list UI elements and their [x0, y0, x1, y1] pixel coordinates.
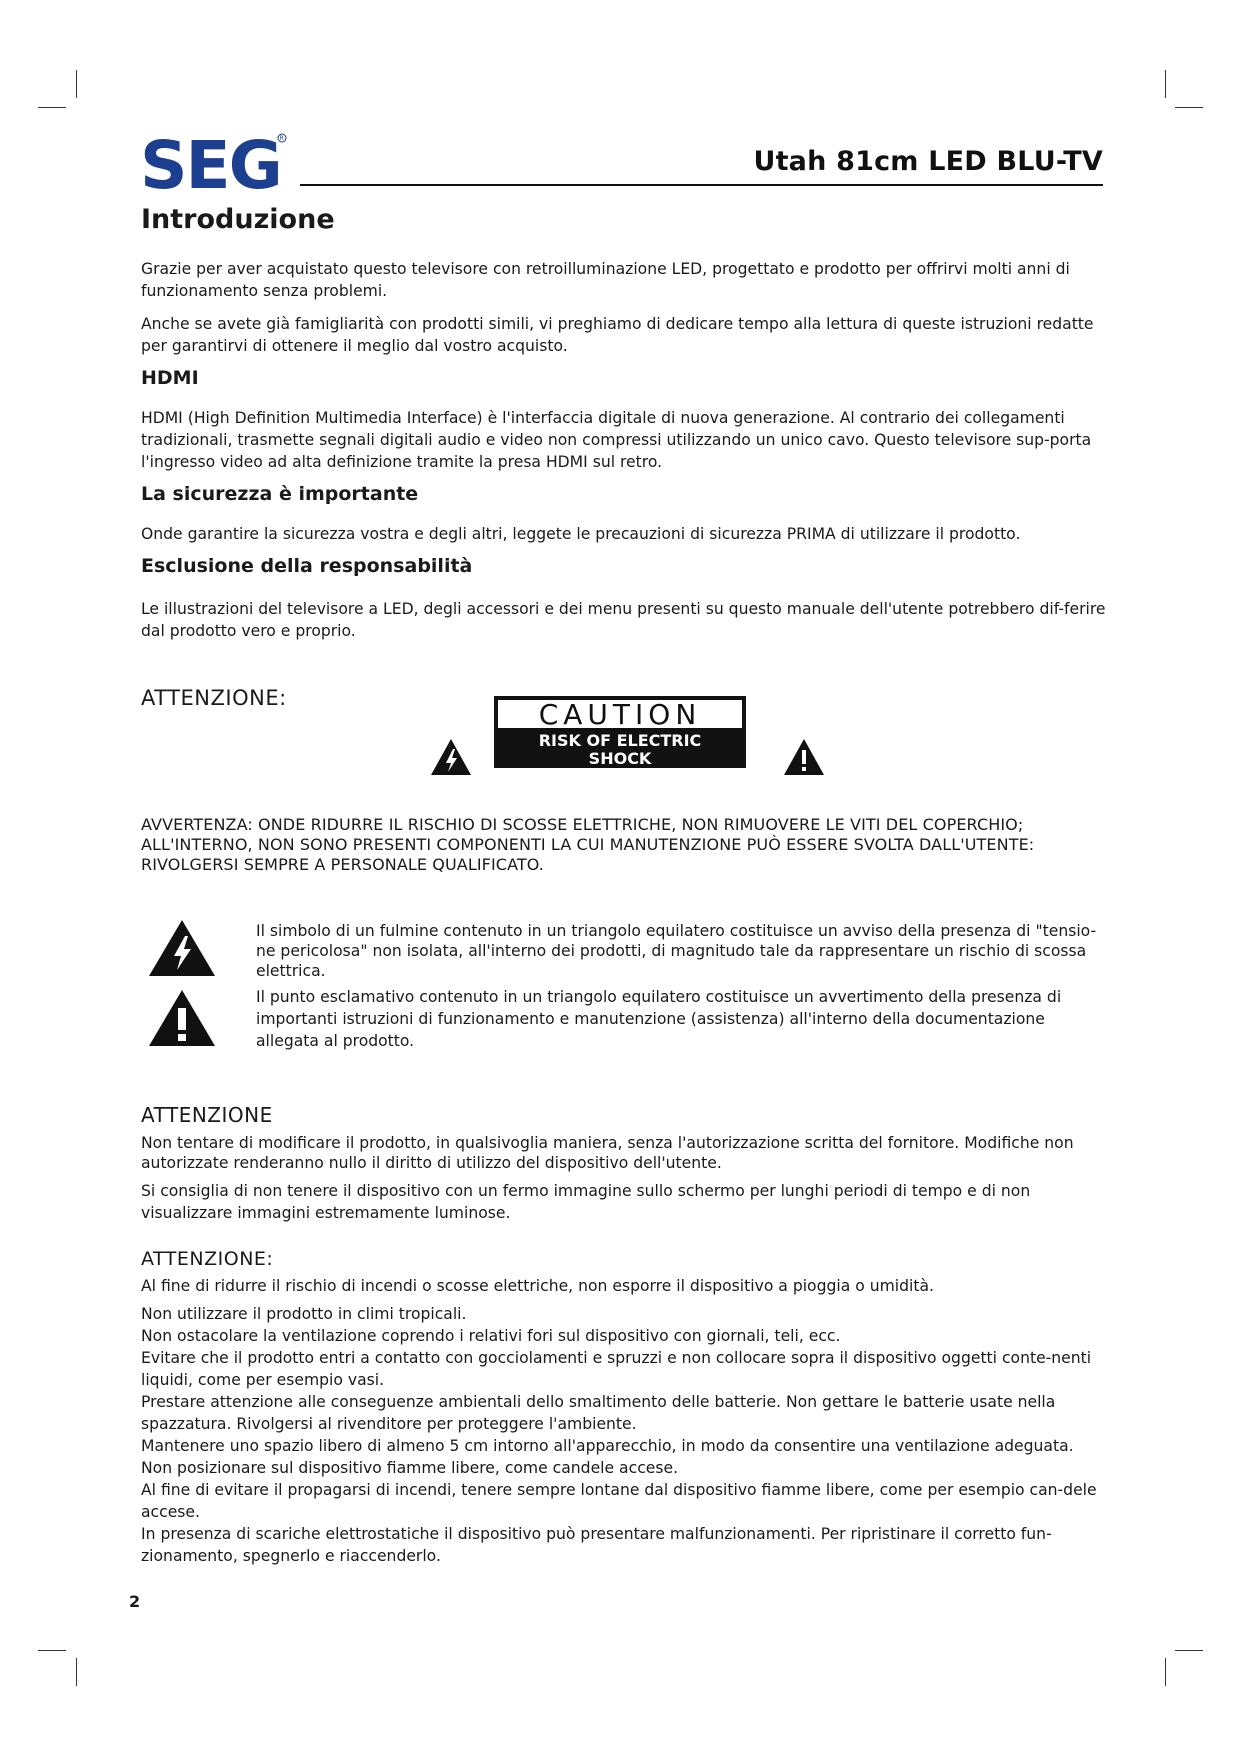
list-item: Non posizionare sul dispositivo fiamme libere, come candele accese. [141, 1459, 679, 1477]
crop-mark [1175, 107, 1203, 108]
exclamation-warning-icon [783, 738, 825, 776]
caution-box-line2: SHOCK [588, 749, 652, 768]
caution-label-box [494, 696, 746, 768]
seg-logo [140, 132, 288, 192]
list-item: Prestare attenzione alle conseguenze ambientali dello smaltimento delle batterie. Non gettare le batterie usate nella spazzatura. Rivolgersi al rivenditore per proteggere l'ambiente. [141, 1393, 1056, 1433]
section-heading-safety: La sicurezza è importante [141, 483, 419, 505]
crop-mark [1165, 1658, 1166, 1686]
list-item: Al fine di evitare il propagarsi di incendi, tenere sempre lontane dal dispositivo fiamme libere, come per esempio can-dele accese. [141, 1481, 1097, 1521]
crop-mark [1165, 70, 1166, 98]
attention1-paragraph-1: Non tentare di modificare il prodotto, in qualsivoglia maniera, senza l'autorizzazione scritta del fornitore. Modifiche non autorizzate renderanno nullo il diritto di utilizzo del dispositivo dell'utente. [141, 1134, 1074, 1172]
crop-mark [1175, 1650, 1203, 1651]
list-item: In presenza di scariche elettrostatiche il dispositivo può presentare malfunzionamenti. Per ripristinare il corretto fun-zionamento, spegnerlo e riaccenderlo. [141, 1525, 1052, 1565]
lightning-symbol-description: Il simbolo di un fulmine contenuto in un triangolo equilatero costituisce un avviso della presenza di "tensio-ne pericolosa" non isolata, all'interno dei prodotti, di magnitudo tale da rappresentare un rischio di scossa elettrica. [256, 922, 1097, 980]
crop-mark [38, 1650, 66, 1651]
crop-mark [76, 70, 77, 98]
product-title: Utah 81cm LED BLU-TV [753, 146, 1103, 177]
section-heading-hdmi: HDMI [141, 367, 199, 389]
lightning-symbol-icon [147, 918, 217, 978]
svg-text:SEG: SEG [140, 132, 281, 192]
caution-box-subtitle [496, 732, 744, 768]
caution-warning-text: AVVERTENZA: ONDE RIDURRE IL RISCHIO DI SCOSSE ELETTRICHE, NON RIMUOVERE LE VITI DEL COPERCHIO; ALL'INTERNO, NON SONO PRESENTI COMPONENTI LA CUI MANUTENZIONE PUÒ ESSERE SVOLTA DALL'UTENTE: RIVOLGERSI SEMPRE A PERSONALE QUALIFICATO. [141, 815, 1035, 874]
attention-heading-2: ATTENZIONE: [141, 1248, 274, 1270]
hdmi-paragraph: HDMI (High Definition Multimedia Interface) è l'interfaccia digitale di nuova generazione. Al contrario dei collegamenti tradizionali, trasmette segnali digitali audio e video non compressi utilizzando un unico cavo. Questo televisore sup-porta l'ingresso video ad alta definizione tramite la presa HDMI sul retro. [141, 409, 1092, 471]
caution-box-title: CAUTION [498, 700, 742, 728]
disclaimer-paragraph: Le illustrazioni del televisore a LED, degli accessori e dei menu presenti su questo manuale dell'utente potrebbero dif-ferire dal prodotto vero e proprio. [141, 600, 1106, 640]
crop-mark [76, 1658, 77, 1686]
attention2-paragraph-1: Al fine di ridurre il rischio di incendi o scosse elettriche, non esporre il dispositivo a pioggia o umidità. [141, 1277, 934, 1295]
safety-paragraph: Onde garantire la sicurezza vostra e degli altri, leggete le precauzioni di sicurezza PRIMA di utilizzare il prodotto. [141, 525, 1021, 543]
intro-paragraph-1: Grazie per aver acquistato questo televisore con retroilluminazione LED, progettato e prodotto per offrirvi molti anni di funzionamento senza problemi. [141, 260, 1070, 300]
list-item: Non utilizzare il prodotto in climi tropicali. [141, 1305, 467, 1323]
page-number: 2 [129, 1592, 141, 1611]
caution-box-line1: RISK OF ELECTRIC [538, 731, 702, 750]
list-item: Mantenere uno spazio libero di almeno 5 cm intorno all'apparecchio, in modo da consentire una ventilazione adeguata. [141, 1437, 1074, 1455]
lightning-warning-icon [430, 738, 472, 776]
page-title: Introduzione [141, 204, 335, 235]
list-item: Evitare che il prodotto entri a contatto con gocciolamenti e spruzzi e non collocare sopra il dispositivo oggetti conte-nenti liquidi, come per esempio vasi. [141, 1349, 1092, 1389]
caution-label: ATTENZIONE: [141, 686, 287, 710]
header-divider [300, 184, 1103, 186]
attention-heading-1: ATTENZIONE [141, 1103, 273, 1127]
list-item: Non ostacolare la ventilazione coprendo i relativi fori sul dispositivo con giornali, teli, ecc. [141, 1327, 841, 1345]
section-heading-disclaimer: Esclusione della responsabilità [141, 555, 473, 577]
intro-paragraph-2: Anche se avete già famigliarità con prodotti simili, vi preghiamo di dedicare tempo alla lettura di queste istruzioni redatte per garantirvi di ottenere il meglio dal vostro acquisto. [141, 315, 1094, 355]
attention1-paragraph-2: Si consiglia di non tenere il dispositivo con un fermo immagine sullo schermo per lunghi periodi di tempo e di non visualizzare immagini estremamente luminose. [141, 1182, 1031, 1222]
exclamation-symbol-description: Il punto esclamativo contenuto in un triangolo equilatero costituisce un avvertimento della presenza di importanti istruzioni di funzionamento e manutenzione (assistenza) all'interno della documentazione allegata al prodotto. [256, 988, 1062, 1050]
crop-mark [38, 107, 66, 108]
exclamation-symbol-icon [147, 988, 217, 1048]
svg-text:R: R [279, 135, 284, 143]
